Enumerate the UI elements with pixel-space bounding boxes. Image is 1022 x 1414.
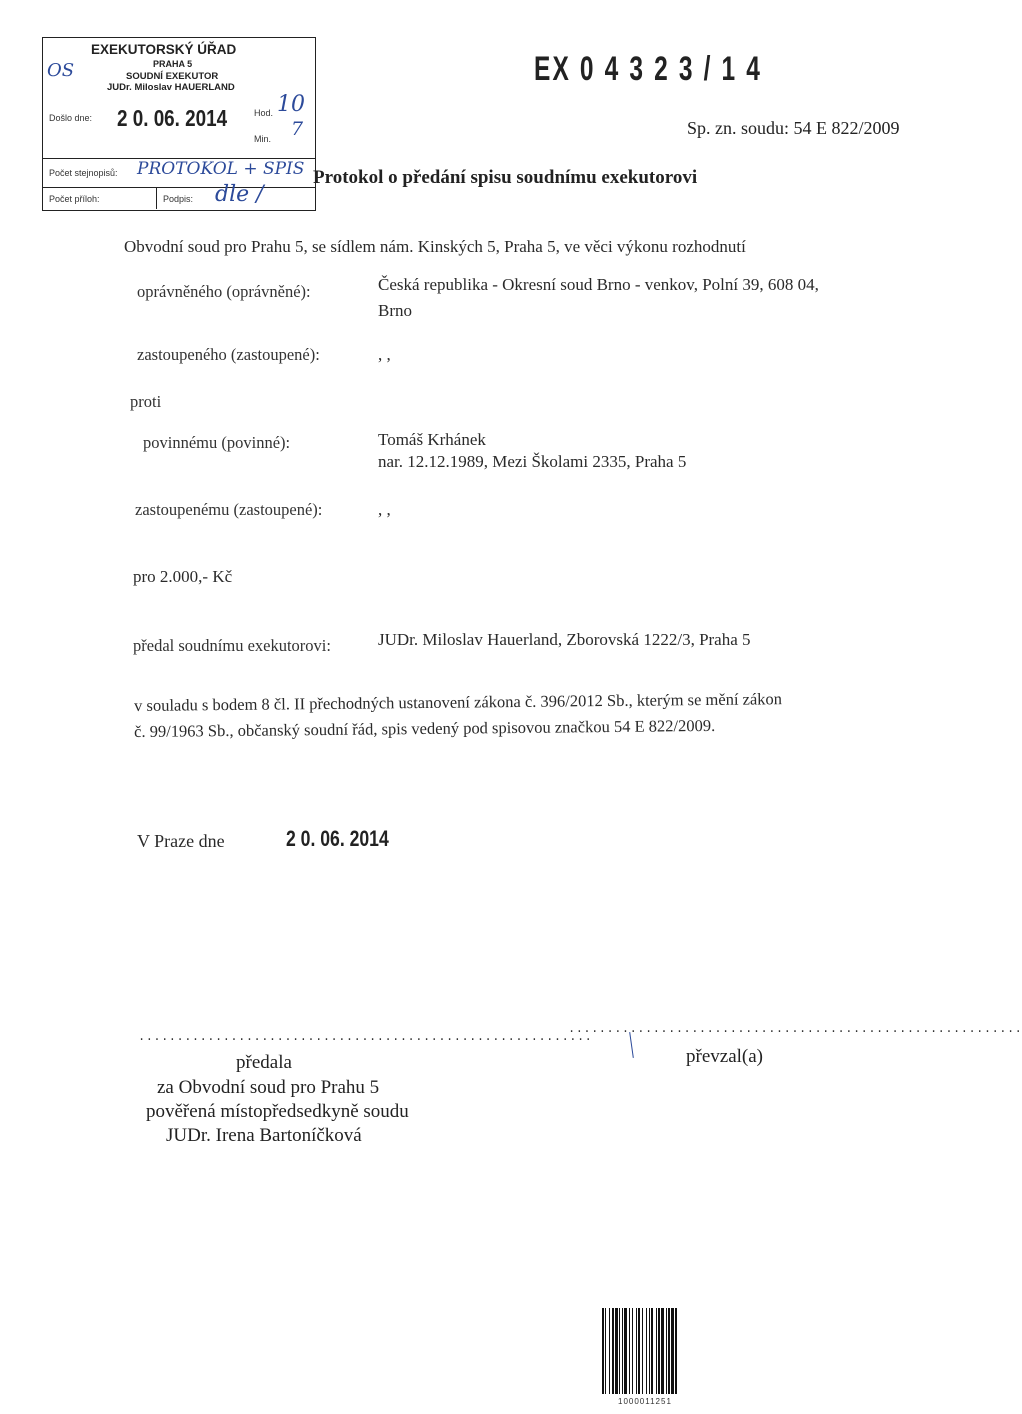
entitled-representative-label: zastoupeného (zastoupené): <box>137 345 320 364</box>
obliged-representative-label: zastoupenému (zastoupené): <box>135 500 323 519</box>
received-label: Došlo dne: <box>49 113 93 123</box>
legal-line2: č. 99/1963 Sb., občanský soudní řád, spis vedený pod spisovou značkou 54 E 822/2009. <box>134 715 716 741</box>
stamp-office: EXEKUTORSKÝ ÚŘAD <box>91 42 237 57</box>
min-value: 7 <box>291 118 304 140</box>
copies-label: Počet stejnopisů: <box>49 168 118 178</box>
hour-label: Hod. <box>254 108 274 118</box>
stamp-corner-mark: OS <box>47 60 75 81</box>
handed-value: JUDr. Miloslav Hauerland, Zborovská 1222/3, Praha 5 <box>378 630 751 649</box>
obliged-line1: Tomáš Krhánek <box>378 430 486 449</box>
entitled-line1: Česká republika - Okresní soud Brno - venkov, Polní 39, 608 04, <box>378 275 819 294</box>
case-number: EX 0 4 3 2 3 / 1 4 <box>534 50 763 88</box>
receipt-stamp <box>42 37 316 211</box>
legal-line1: v souladu s bodem 8 čl. II přechodných ustanovení zákona č. 396/2012 Sb., kterým se mění zákon <box>134 689 783 715</box>
entitled-label: oprávněného (oprávněné): <box>137 282 311 301</box>
signature-right-line1: převzal(a) <box>686 1046 763 1067</box>
signature-left-line2: za Obvodní soud pro Prahu 5 <box>157 1077 380 1098</box>
against-label: proti <box>130 392 162 411</box>
obliged-line2: nar. 12.12.1989, Mezi Školami 2335, Praha 5 <box>378 452 687 471</box>
obliged-label: povinnému (povinné): <box>143 433 291 452</box>
hour-value: 10 <box>277 92 305 117</box>
court-reference: Sp. zn. soudu: 54 E 822/2009 <box>687 118 900 138</box>
copies-value: PROTOKOL + SPIS <box>137 159 305 179</box>
signature-left-line1: předala <box>236 1052 292 1073</box>
intro-text: Obvodní soud pro Prahu 5, se sídlem nám. Kinských 5, Praha 5, ve věci výkonu rozhodnutí <box>124 237 746 256</box>
signature-left-dots: ........................................................... <box>138 1030 593 1044</box>
obliged-representative-value: , , <box>378 500 391 519</box>
signature-label: Podpis: <box>163 194 194 204</box>
barcode-image <box>600 1308 708 1396</box>
signature-right-dots: ........................................................... <box>568 1022 1022 1036</box>
min-label: Min. <box>254 134 272 144</box>
stamp-name: JUDr. Miloslav HAUERLAND <box>107 82 235 93</box>
amount-text: pro 2.000,- Kč <box>133 567 233 586</box>
place-label: V Praze dne <box>137 831 225 851</box>
signature-left-line3: pověřená místopředsedkyně soudu <box>146 1101 409 1122</box>
barcode-number: 1000011251 <box>618 1397 672 1406</box>
handed-label: předal soudnímu exekutorovi: <box>133 636 331 655</box>
entitled-line2: Brno <box>378 301 412 320</box>
document-title: Protokol o předání spisu soudnímu exekutorovi <box>313 167 698 188</box>
stamp-signature: dle / <box>215 182 264 207</box>
stamp-city: PRAHA 5 <box>153 59 193 69</box>
received-date: 2 0. 06. 2014 <box>117 105 228 131</box>
signature-left-line4: JUDr. Irena Bartoníčková <box>166 1125 362 1146</box>
stamp-role: SOUDNÍ EXEKUTOR <box>126 71 219 82</box>
place-date: 2 0. 06. 2014 <box>286 826 389 851</box>
attachments-label: Počet příloh: <box>49 194 100 204</box>
entitled-representative-value: , , <box>378 345 391 364</box>
